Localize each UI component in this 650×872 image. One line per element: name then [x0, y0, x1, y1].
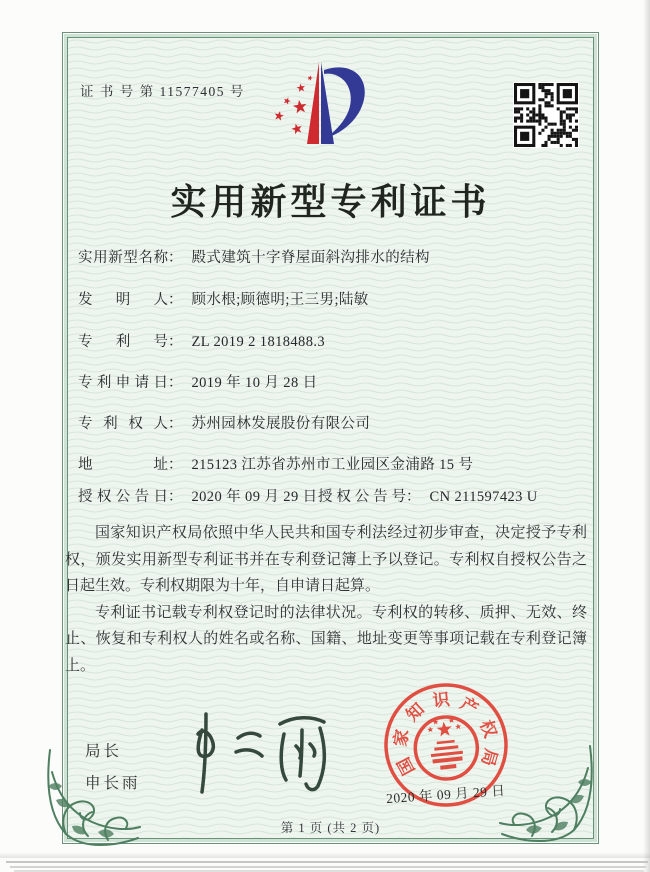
- legal-paragraph: 国家知识产权局依照中华人民共和国专利法经过初步审查，决定授予专利权，颁发实用新型专利证书并在专利登记簿上予以登记。专利权自授权公告之日起生效。专利权期限为十年，自申请日起算。: [65, 525, 587, 594]
- grant-publication-number: [318, 485, 538, 506]
- field-value: 2019 年 10 月 28 日: [191, 375, 318, 391]
- official-seal-icon: [371, 670, 521, 820]
- colon: ：: [168, 292, 183, 308]
- field-label: 专利号: [78, 334, 168, 350]
- field-label: 地址: [78, 457, 168, 473]
- svg-text:权: 权: [476, 717, 500, 741]
- colon: ：: [168, 334, 183, 350]
- certificate-number: 证 书 号 第 11577405 号: [80, 84, 245, 99]
- director-signature-icon: [172, 708, 347, 798]
- field-value: 苏州园林发展股份有限公司: [191, 416, 371, 432]
- field-row-patent-number: [78, 330, 558, 351]
- field-row-patent-name: [78, 246, 558, 267]
- colon: ：: [168, 457, 183, 473]
- field-row-address: [78, 453, 558, 474]
- colon: ：: [168, 416, 183, 432]
- page-stack-edge: [6, 861, 648, 863]
- field-label: 授权公告日: [78, 489, 168, 505]
- field-value: 殿式建筑十字脊屋面斜沟排水的结构: [191, 250, 430, 266]
- page-number: 第 1 页 (共 2 页): [280, 821, 381, 835]
- field-label: 授权公告号: [318, 489, 406, 505]
- field-value: 顾水根;顾德明;王三男;陆敏: [191, 292, 369, 308]
- colon: ：: [168, 375, 183, 391]
- legal-text: [65, 520, 587, 679]
- field-label: 发明人: [78, 292, 168, 308]
- field-row-grant: [78, 485, 558, 506]
- field-label: 专利申请日: [78, 375, 168, 391]
- qr-code-icon: [513, 82, 579, 148]
- svg-text:产: 产: [457, 693, 482, 719]
- cnipa-logo-icon: [266, 58, 376, 153]
- field-label: 专利权人: [78, 416, 168, 432]
- legal-paragraph: 专利证书记载专利权登记时的法律状况。专利权的转移、质押、无效、终止、恢复和专利权人的姓名或名称、国籍、地址变更等事项记载在专利登记簿上。: [65, 604, 587, 674]
- national-emblem-icon: [412, 714, 480, 782]
- director-title: 局长: [85, 743, 123, 760]
- certificate-title: 实用新型专利证书: [170, 182, 491, 222]
- scan-edge-shadow-right: [643, 0, 650, 872]
- svg-text:国: 国: [393, 754, 419, 779]
- field-value: 2020 年 09 月 29 日: [191, 489, 318, 505]
- colon: ：: [168, 250, 183, 266]
- field-value: ZL 2019 2 1818488.3: [191, 334, 326, 350]
- svg-text:知: 知: [402, 699, 428, 725]
- field-row-patentee: [78, 412, 558, 433]
- field-label: 实用新型名称: [78, 250, 168, 266]
- svg-text:识: 识: [431, 689, 451, 711]
- svg-text:局: 局: [477, 746, 501, 769]
- seal-date: 2020 年 09 月 29 日: [385, 782, 506, 807]
- colon: ：: [406, 489, 421, 505]
- page-stack-edge: [10, 866, 646, 868]
- field-value: 215123 江苏省苏州市工业园区金浦路 15 号: [191, 457, 474, 473]
- svg-text:家: 家: [390, 728, 413, 748]
- scan-edge-shadow-bottom: [0, 852, 650, 858]
- field-value: CN 211597423 U: [429, 489, 538, 505]
- field-row-inventors: [78, 288, 558, 309]
- colon: ：: [168, 489, 183, 505]
- field-row-filing-date: [78, 371, 558, 392]
- director-name: 申长雨: [85, 775, 141, 792]
